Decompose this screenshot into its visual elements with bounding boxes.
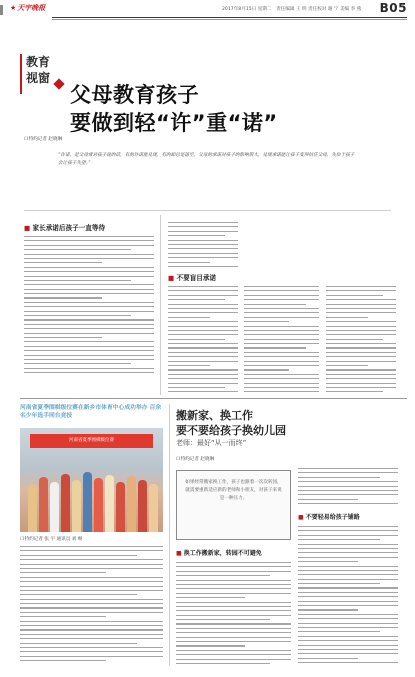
column-divider	[169, 404, 170, 666]
masthead-rule	[52, 17, 407, 18]
logo-text: 天宇晚报	[17, 4, 46, 12]
main-headline	[70, 81, 278, 137]
photo-figure	[94, 478, 103, 532]
photo-figure	[50, 482, 59, 532]
photo-figure	[28, 484, 37, 532]
section-line2: 视窗	[26, 71, 51, 85]
photo-caption: 河南省夏季围棋级位赛在新乡市体育中心成功举办 百余名少年选手同台竞技	[20, 405, 162, 419]
cartoon-text: 如果经常搬家换工作，孩子也跟着一次次转园，就需要重新适应新的老师和小朋友，对孩子来说是一种压力。	[185, 480, 282, 501]
subhead-no-path	[298, 512, 360, 521]
photo-credit: 口特约记者 张 宇 通讯员 刘 畅	[20, 537, 83, 542]
feature-column-right	[298, 526, 398, 666]
feature-column-left	[176, 562, 291, 666]
photo-figure	[149, 484, 158, 532]
body-column-2	[168, 286, 238, 396]
lead-divider	[24, 210, 391, 211]
feature-title	[176, 409, 286, 438]
photo-figure	[127, 476, 136, 532]
subhead-transfer	[176, 548, 262, 557]
column-divider	[160, 215, 161, 395]
feature-side-text	[298, 468, 398, 508]
subhead-no-promise-text: 不要盲目承诺	[176, 274, 217, 282]
page-number: B05	[379, 1, 407, 15]
photo-figure	[72, 480, 81, 532]
event-photo	[20, 428, 163, 532]
feature-subtitle: 老师：最好“从一而终”	[176, 439, 247, 447]
photo-figure	[61, 474, 70, 532]
photo-figure	[83, 472, 92, 532]
star-icon: ★	[10, 4, 17, 12]
subhead-marker-icon: ■	[298, 514, 306, 521]
photo-story-body	[20, 546, 163, 664]
photo-figure	[116, 482, 125, 532]
body-column-2-top	[168, 222, 238, 268]
photo-banner	[30, 434, 153, 448]
subhead-marker-icon: ■	[168, 274, 177, 282]
headline-line2: 要做到轻“许”重“诺”	[70, 111, 278, 135]
photo-figure	[105, 475, 114, 532]
headline-line1: 父母教育孩子	[70, 83, 199, 107]
section-label	[20, 54, 50, 94]
subhead-marker-icon: ■	[24, 224, 33, 232]
photo-figure	[39, 477, 48, 532]
photo-banner-text: 河南省夏季围棋级位赛	[69, 438, 114, 443]
subhead-waiting-text: 家长承诺后孩子一直等待	[32, 224, 106, 232]
headline-marker-icon	[53, 78, 64, 89]
feature-title-line1: 搬新家、换工作	[176, 409, 253, 422]
lead-paragraph: “许诺，是父母常对孩子说的话，有的许诺能兑现，有的却总是落空。父母的承诺对孩子的影响很大，兑现承诺能让孩子变得信任父母，失信于孩子会让孩子失望。”	[58, 153, 355, 167]
subhead-marker-icon: ■	[176, 550, 184, 557]
feature-byline: 口特约记者 赵晓琳	[176, 457, 215, 462]
subhead-no-path-text: 不要轻易给孩子铺路	[305, 514, 360, 521]
masthead-logo	[10, 3, 45, 13]
body-column-3	[244, 286, 319, 396]
masthead-rule-thin	[52, 19, 407, 20]
body-column-4	[326, 286, 396, 396]
cartoon-box	[176, 470, 291, 540]
edge-mark	[0, 5, 3, 15]
body-column-1	[24, 236, 154, 376]
subhead-transfer-text: 换工作搬新家，转园不可避免	[183, 550, 262, 557]
section-divider	[20, 398, 407, 399]
section-line1: 教育	[26, 55, 51, 69]
masthead-meta: 2017年8月15日 星期二 责任编辑 王 明 责任校对 谢 宁 美编 李 燕	[222, 7, 362, 12]
feature-title-line2: 要不要给孩子换幼儿园	[176, 423, 286, 437]
subhead-waiting	[24, 222, 105, 232]
photo-figure	[138, 480, 147, 532]
main-byline: 口特约记者 赵晓琳	[24, 137, 63, 142]
subhead-no-promise	[168, 272, 216, 282]
